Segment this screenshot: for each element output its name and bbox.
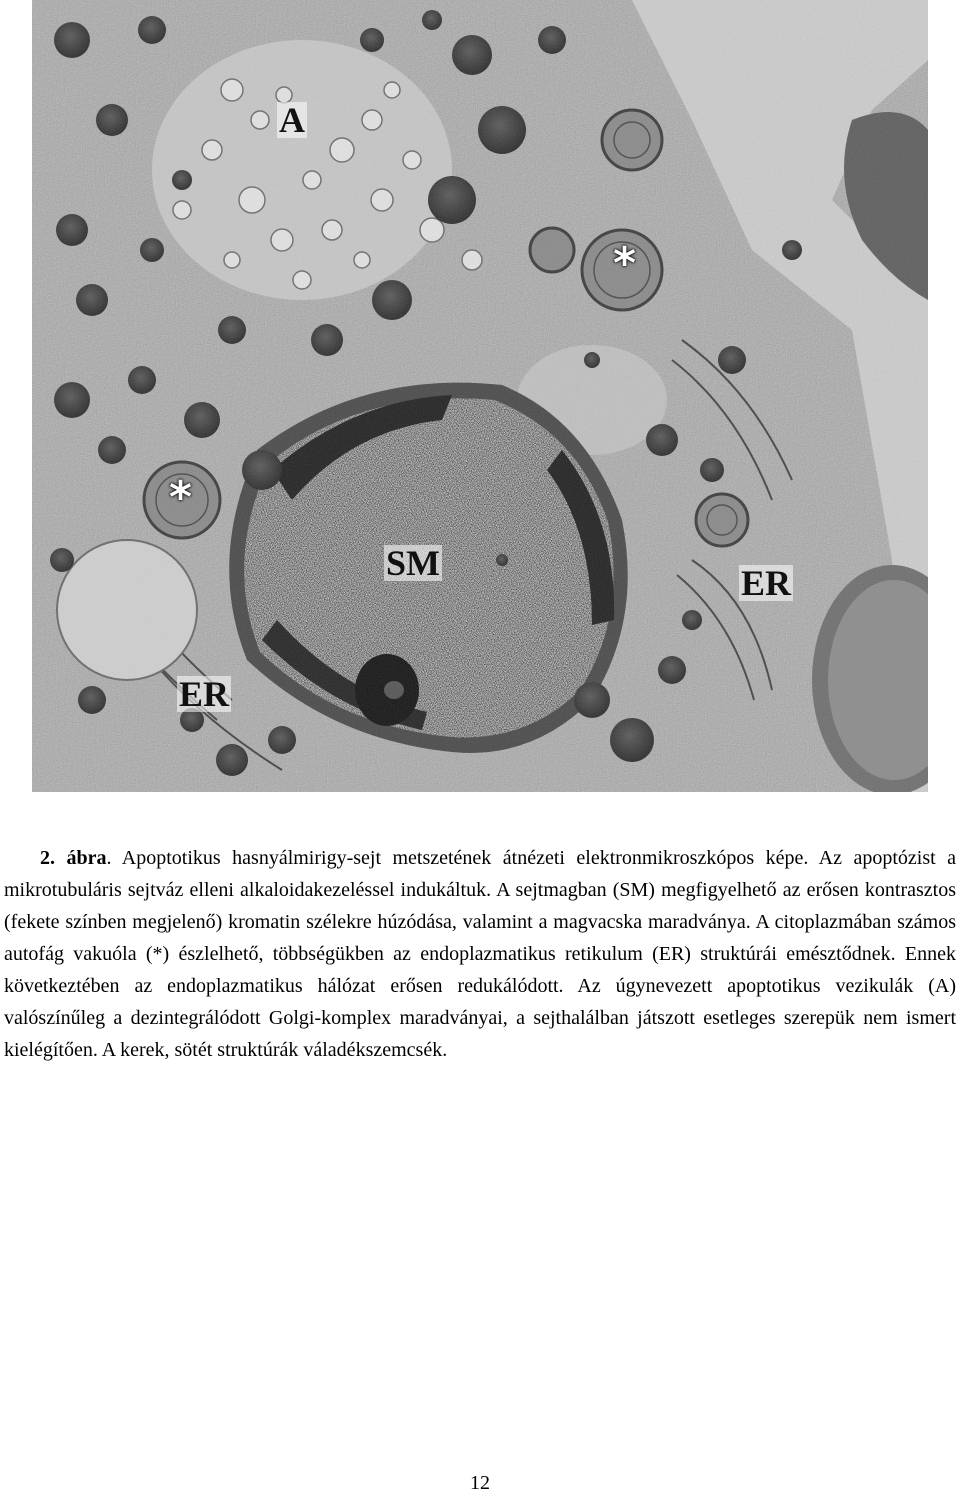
page-number: 12 xyxy=(470,1472,490,1494)
label-er-left: ER xyxy=(179,674,230,714)
caption-paragraph xyxy=(4,842,956,1066)
caption-text: . Apoptotikus hasnyálmirigy-sejt metszetének átnézeti elektronmikroszkópos képe. Az apoptózist a mikrotubuláris sejtváz elleni alkaloidakezeléssel indukáltuk. A sejtmagban (SM) megfigyelhető az erősen kontrasztos (fekete színben megjelenő) kromatin szélekre húzódása, valamint a magvacska maradványa. A citoplazmában számos autofág vakuóla (*) észlelhető, többségükben az endoplazmatikus retikulum (ER) struktúrái emésztődnek. Ennek következtében az endoplazmatikus hálózat erősen redukálódott. Az úgynevezett apoptotikus vezikulák (A) valószínűleg a dezintegrálódott Golgi-komplex maradványai, a sejthalálban játszott esetleges szerepük nem ismert kielégítően. A kerek, sötét struktúrák váladékszemcsék. xyxy=(4,847,956,1061)
label-nucleus: SM xyxy=(386,543,440,583)
figure-caption xyxy=(4,842,956,1066)
micrograph-image xyxy=(32,0,928,792)
electron-micrograph xyxy=(32,0,928,792)
label-er-right: ER xyxy=(741,563,792,603)
label-apoptotic-vesicles: A xyxy=(279,100,305,140)
label-autophagic-vacuole-2: * xyxy=(169,472,193,523)
label-autophagic-vacuole-1: * xyxy=(613,238,637,289)
figure-number: 2. ábra xyxy=(40,847,107,869)
